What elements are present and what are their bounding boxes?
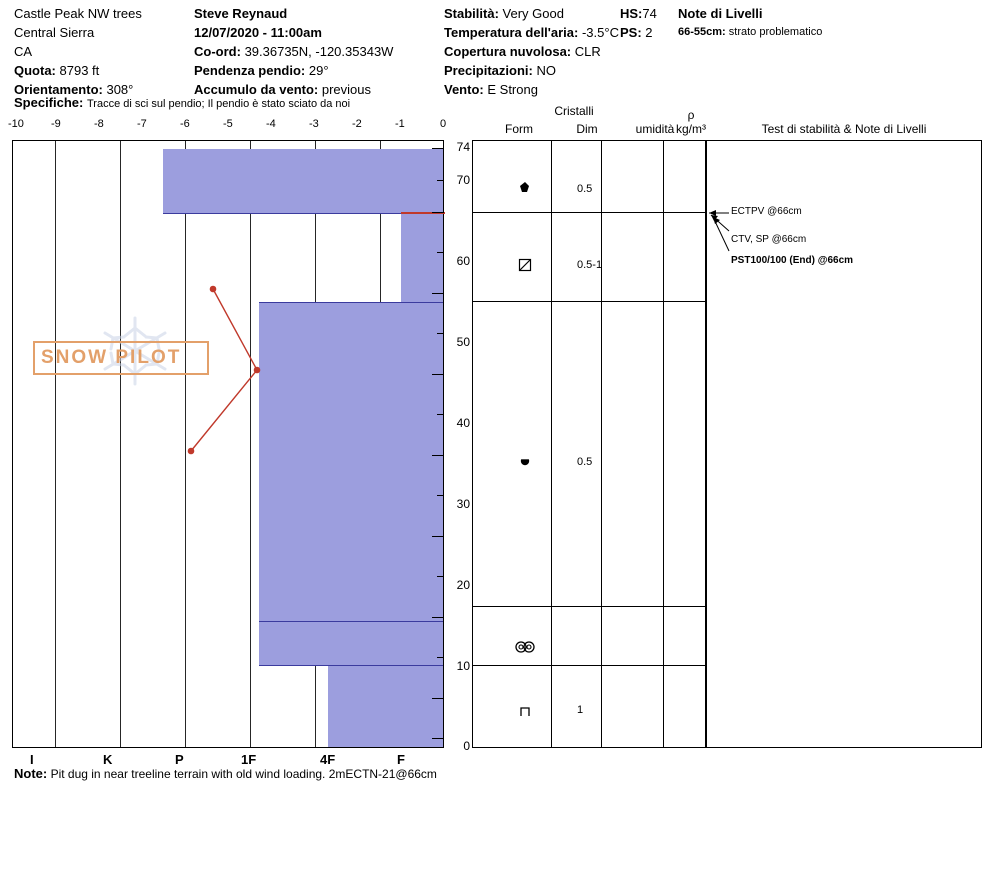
pit-header	[0, 0, 994, 110]
depth-label-70: 70	[456, 173, 470, 187]
stability-test-2: CTV, SP @66cm	[731, 234, 807, 245]
depth-label-74: 74	[456, 140, 470, 154]
header-row	[14, 61, 194, 80]
depth-label-10: 10	[456, 659, 470, 673]
xtick--6: -6	[180, 118, 190, 130]
header-column-location	[14, 4, 194, 99]
hardness-label-I: I	[30, 752, 34, 767]
depth-label-30: 30	[456, 497, 470, 511]
crystal-col-form: Form	[505, 122, 533, 136]
hardness-label-K: K	[103, 752, 113, 767]
depth-axis-ticks	[432, 140, 444, 748]
wind-loading-label: Accumulo da vento:	[194, 82, 319, 97]
precip-label: Precipitazioni:	[444, 63, 533, 78]
xtick--5: -5	[223, 118, 233, 130]
temperature-profile	[25, 281, 457, 889]
coord-label: Co-ord:	[194, 44, 241, 59]
slope-angle-label: Pendenza pendio:	[194, 63, 306, 78]
header-row	[620, 4, 680, 23]
depth-label-60: 60	[456, 254, 470, 268]
elevation-label: Quota:	[14, 63, 56, 78]
wind-label: Vento:	[444, 82, 484, 97]
layer-note-item	[678, 23, 988, 42]
stability-header: Test di stabilità & Note di Livelli	[761, 122, 927, 136]
stability-panel	[706, 140, 982, 748]
hardness-label-F: F	[397, 752, 405, 767]
stability-test-3: PST100/100 (End) @66cm	[731, 255, 854, 266]
aspect-label: Orientamento:	[14, 82, 103, 97]
layer-bar-74-66	[163, 149, 443, 214]
ps-label: PS:	[620, 25, 642, 40]
xtick--4: -4	[266, 118, 276, 130]
header-row	[194, 4, 444, 23]
stability-label: Stabilità:	[444, 6, 499, 21]
header-column-depths	[620, 4, 680, 42]
crystal-row-boundary-55	[473, 301, 705, 302]
crystal-divider-2	[601, 141, 602, 747]
coord-value: 39.36735N, -120.35343W	[244, 44, 394, 59]
melt-freeze-icon	[501, 639, 549, 655]
xtick--2: -2	[352, 118, 362, 130]
crystal-dim-2: 0.5-1	[577, 259, 603, 271]
slope-angle-value: 29°	[308, 63, 329, 78]
depth-hoar-icon	[505, 704, 545, 718]
header-row	[444, 80, 674, 99]
density-units: kg/m³	[676, 122, 706, 136]
crystal-table	[472, 140, 706, 748]
header-row	[194, 23, 444, 42]
density-symbol: ρ	[687, 108, 695, 122]
temperature-axis-labels	[0, 118, 460, 136]
xtick--1: -1	[395, 118, 405, 130]
crystal-row-boundary-17	[473, 606, 705, 607]
footer-note	[14, 766, 437, 781]
air-temp-value: -3.5°C	[581, 25, 619, 40]
xtick--10: -10	[8, 118, 24, 130]
crystal-divider-3	[663, 141, 664, 747]
header-column-observer	[194, 4, 444, 99]
crystal-group-header: Cristalli	[554, 104, 594, 118]
header-row	[620, 23, 680, 42]
depth-label-20: 20	[456, 578, 470, 592]
crystal-row-boundary-66	[473, 212, 705, 213]
depth-label-0: 0	[463, 739, 470, 753]
depth-label-40: 40	[456, 416, 470, 430]
header-row	[194, 42, 444, 61]
precip-value: NO	[536, 63, 556, 78]
footer-note-label: Note:	[14, 766, 48, 781]
sky-cover-value: CLR	[574, 44, 601, 59]
state-name: CA	[14, 44, 33, 59]
header-row	[14, 23, 194, 42]
layer-note-depth: 66-55cm:	[678, 26, 726, 38]
xtick--7: -7	[137, 118, 147, 130]
hs-value: 74	[642, 6, 657, 21]
sky-cover-label: Copertura nuvolosa:	[444, 44, 572, 59]
crystal-col-dim: Dim	[576, 122, 598, 136]
stability-test-1: ECTPV @66cm	[731, 206, 802, 217]
site-name: Castle Peak NW trees	[14, 6, 142, 21]
header-row	[444, 61, 674, 80]
xtick--9: -9	[51, 118, 61, 130]
datetime-value: 12/07/2020 - 11:00am	[194, 25, 322, 40]
watermark-text: SNOW PILOT	[41, 347, 182, 368]
xtick--8: -8	[94, 118, 104, 130]
header-row	[14, 4, 194, 23]
header-row	[194, 61, 444, 80]
depth-axis-labels	[444, 140, 472, 753]
air-temp-label: Temperatura dell'aria:	[444, 25, 579, 40]
xtick-0: 0	[440, 118, 447, 130]
stability-value: Very Good	[502, 6, 564, 21]
aspect-value: 308°	[106, 82, 134, 97]
ps-value: 2	[645, 25, 653, 40]
rounded-grains-icon	[505, 454, 545, 468]
observer-name: Steve Reynaud	[194, 6, 288, 21]
facets-icon	[505, 258, 545, 272]
crystal-dim-3: 0.5	[577, 456, 593, 468]
depth-label-50: 50	[456, 335, 470, 349]
crystal-divider-1	[551, 141, 552, 747]
layer-note-text: strato problematico	[728, 26, 823, 38]
specifiche-value: Tracce di sci sul pendio; Il pendio è stato sciato da noi	[86, 98, 351, 110]
hardness-label-1F: 1F	[241, 752, 257, 767]
stability-arrows	[707, 141, 983, 749]
wind-loading-value: previous	[321, 82, 372, 97]
region-name: Central Sierra	[14, 25, 95, 40]
header-row	[444, 42, 674, 61]
hardness-label-P: P	[175, 752, 184, 767]
xtick--3: -3	[309, 118, 319, 130]
hs-label: HS:	[620, 6, 643, 21]
graupel-icon	[505, 181, 545, 195]
crystal-dim-1: 0.5	[577, 183, 593, 195]
snow-profile-plot	[12, 140, 444, 748]
layer-notes-title: Note di Livelli	[678, 6, 763, 21]
crystal-row-boundary-10	[473, 665, 705, 666]
footer-note-text: Pit dug in near treeline terrain with old wind loading. 2mECTN-21@66cm	[50, 767, 437, 781]
header-column-layer-notes	[678, 4, 988, 42]
header-row	[14, 42, 194, 61]
specifiche-label: Specifiche:	[14, 95, 84, 110]
crystal-col-humidity: umidità	[635, 122, 675, 136]
crystal-dim-5: 1	[577, 704, 584, 716]
hardness-label-4F: 4F	[320, 752, 336, 767]
wind-value: E Strong	[487, 82, 538, 97]
elevation-value: 8793 ft	[59, 63, 100, 78]
specifiche-row	[14, 95, 350, 110]
